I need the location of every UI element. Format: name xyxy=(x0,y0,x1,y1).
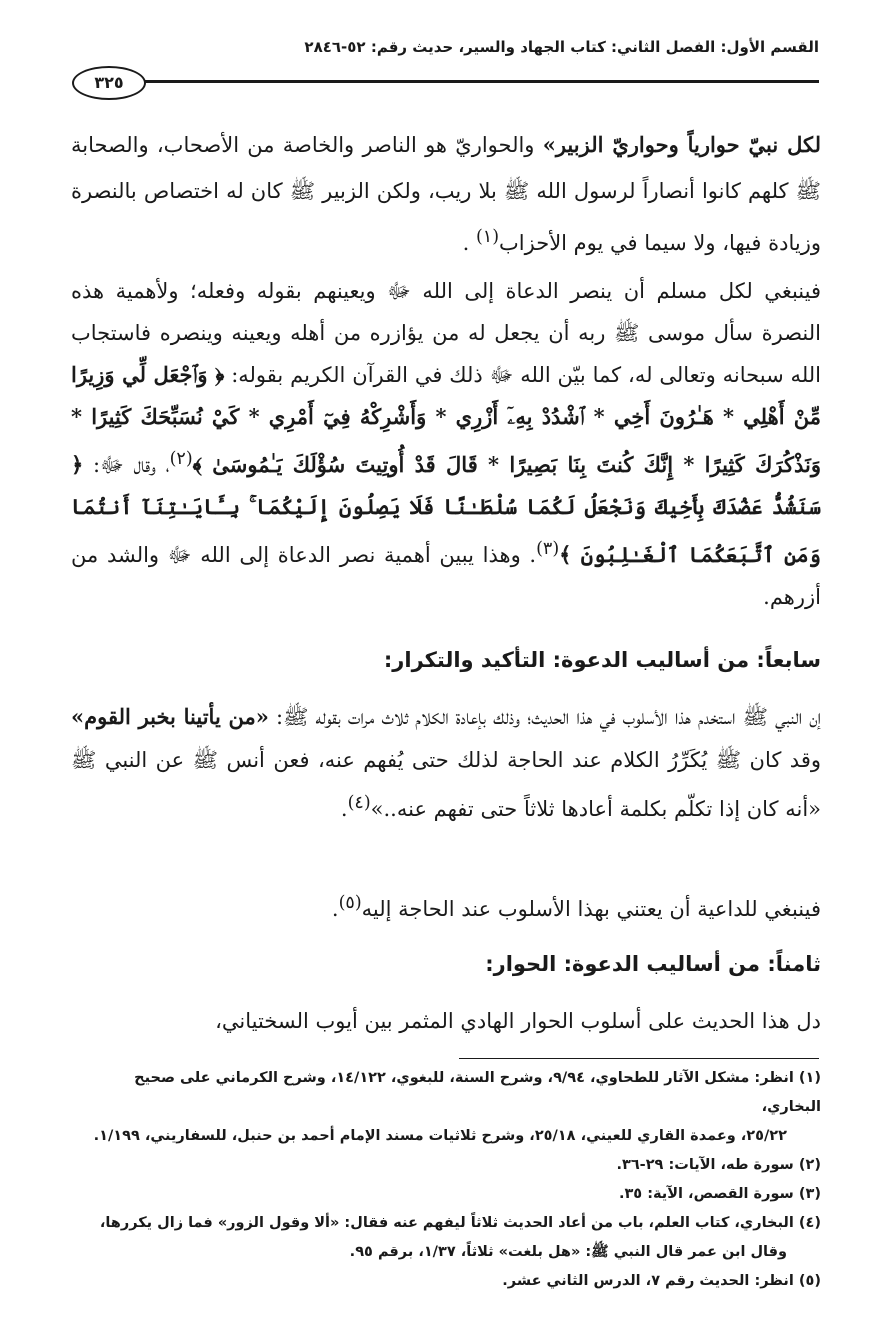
footnote: (٢) سورة طه، الآيات: ٢٩-٣٦. xyxy=(616,1157,821,1173)
paragraph-end: . xyxy=(340,797,348,821)
quran-verse-taha: ﴿ وَٱجْعَل لِّي وَزِيرًا مِّنْ أَهْلِي * هَـٰرُونَ أَخِي * ٱشْدُدْ بِهِۦٓ أَزْرِي * وَأَشْرِكْهُ فِيٓ أَمْرِي * كَيْ نُسَبِّحَكَ كَثِيرًا * وَنَذْكُرَكَ كَثِيرًا * إِنَّكَ كُنتَ بِنَا بَصِيرًا * قَالَ قَدْ أُوتِيتَ سُؤْلَكَ يَـٰمُوسَىٰ ﴾ xyxy=(71,362,821,477)
paragraph-end: . xyxy=(462,231,476,255)
section-heading-eight: ثامناً: من أساليب الدعوة: الحوار: xyxy=(485,952,821,976)
hadith-quote: «من يأتينا بخبر القوم» xyxy=(71,704,269,729)
footnote-ref-1[interactable]: (١) xyxy=(475,227,500,247)
header-rule xyxy=(140,80,819,83)
paragraph-advice xyxy=(71,880,821,932)
paragraph-end: . xyxy=(331,897,339,921)
footnote-continuation: وقال ابن عمر قال النبي ﷺ: «هل بلغت» ثلاثاً، ١/٣٧، برقم ٩٥. xyxy=(349,1244,787,1260)
footnote: (٤) البخاري، كتاب العلم، باب من أعاد الحديث ثلاثاً ليفهم عنه فقال: «ألا وقول الزور» فما زال يكررها، xyxy=(99,1215,821,1231)
paragraph-text: فينبغي للداعية أن يعتني بهذا الأسلوب عند الحاجة إليه xyxy=(361,897,821,921)
footnote-ref-3[interactable]: (٣) xyxy=(536,539,560,559)
footnote: (١) انظر: مشكل الآثار للطحاوي، ٩/٩٤، وشرح السنة، للبغوي، ١٤/١٢٢، وشرح الكرماني على صحيح البخاري، xyxy=(134,1070,821,1115)
footnote-divider xyxy=(459,1058,819,1059)
running-header: القسم الأول: الفصل الثاني: كتاب الجهاد والسير، حديث رقم: ٥٢-٢٨٤٦ xyxy=(304,38,819,56)
footnote-ref-4[interactable]: (٤) xyxy=(347,793,371,813)
hadith-quote: لكل نبيّ حوارياً وحواريّ الزبير» xyxy=(542,132,822,157)
paragraph-repetition xyxy=(71,695,821,831)
paragraph-text: إن النبي ﷺ استخدم هذا الأسلوب في هذا الحديث؛ وذلك بإعادة الكلام ثلاث مرات بقوله ﷺ: xyxy=(268,705,821,729)
paragraph-zubair xyxy=(71,122,821,266)
footnote: (٥) انظر: الحديث رقم ٧، الدرس الثاني عشر. xyxy=(502,1273,821,1289)
footnote: (٣) سورة القصص، الآية: ٣٥. xyxy=(618,1186,821,1202)
paragraph-text: والحواريّ هو الناصر والخاصة من الأصحاب، والصحابة ﷺ كلهم كانوا أنصاراً لرسول الله ﷺ بلا ريب، ولكن الزبير ﷺ كان له اختصاص بالنصرة وزيادة فيها، ولا سيما في يوم الأحزاب xyxy=(71,133,821,255)
paragraph-text: ، وقال ﷻ: xyxy=(83,453,170,477)
section-heading-seven: سابعاً: من أساليب الدعوة: التأكيد والتكرار: xyxy=(383,648,821,672)
footnotes xyxy=(71,1064,821,1296)
quran-verse-qasas: ﴿ سَنَشُدُّ عَضُدَكَ بِأَخِيكَ وَنَجْعَلُ لَكُمَا سُلْطَـٰنًا فَلَا يَصِلُونَ إِلَيْكُمَا ۚ بِـَٔايَـٰتِنَآ أَنتُمَا وَمَنِ ٱتَّبَعَكُمَا ٱلْغَـٰلِبُونَ ﴾ xyxy=(71,452,821,567)
paragraph-text: . وهذا يبين أهمية نصر الدعاة إلى الله ﷻ والشد من أزرهم. xyxy=(71,543,821,609)
page-number: ٣٢٥ xyxy=(72,66,146,100)
paragraph-dialogue: دل هذا الحديث على أسلوب الحوار الهادي المثمر بين أيوب السختياني، xyxy=(215,1009,821,1033)
paragraph-text: فينبغي لكل مسلم أن ينصر الدعاة إلى الله ﷻ ويعينهم بقوله وفعله؛ ولأهمية هذه النصرة سأل موسى ﷺ ربه أن يجعل له من يؤازره من أهله ويعينه وينصره فاستجاب الله سبحانه وتعالى له، كما بيّن الله ﷻ ذلك في القرآن الكريم بقوله: xyxy=(71,279,822,387)
footnote-ref-5[interactable]: (٥) xyxy=(338,893,362,913)
footnote-continuation: ٢٥/٢٢، وعمدة القاري للعيني، ٢٥/١٨، وشرح ثلاثيات مسند الإمام أحمد بن حنبل، للسفاريني، ١/١٩٩. xyxy=(93,1128,787,1144)
paragraph-text: وقد كان ﷺ يُكَرِّرُ الكلام عند الحاجة لذلك حتى يُفهم عنه، فعن أنس ﷺ عن النبي ﷺ «أنه كان إذا تكلّم بكلمة أعادها ثلاثاً حتى تفهم عنه..» xyxy=(71,748,821,821)
paragraph-support xyxy=(71,270,821,618)
footnote-ref-2[interactable]: (٢) xyxy=(169,449,193,469)
